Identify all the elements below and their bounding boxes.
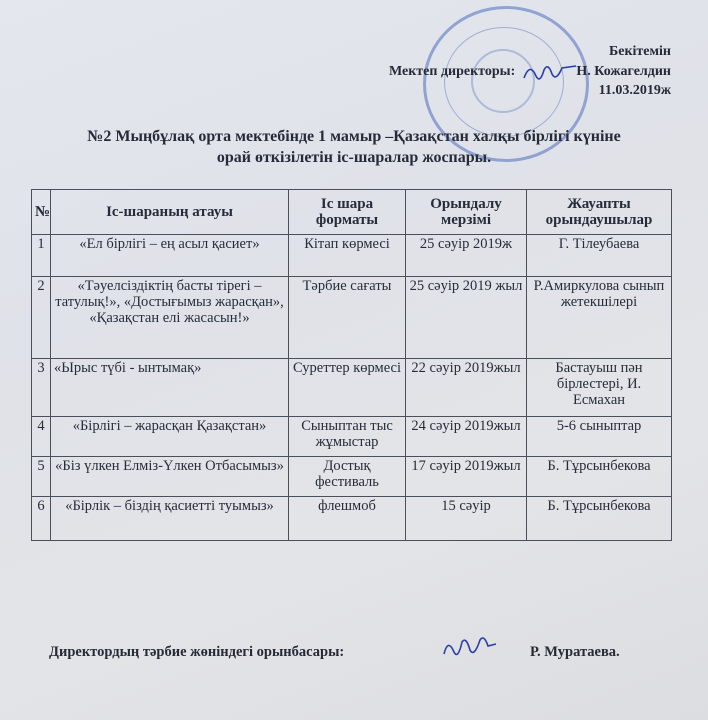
row-format: Суреттер көрмесі <box>289 359 406 417</box>
row-format: Достық фестиваль <box>289 457 406 497</box>
events-table <box>31 189 672 541</box>
table-row <box>32 417 672 457</box>
row-deadline: 15 сәуір <box>406 497 527 541</box>
row-event-name: «Бірлігі – жарасқан Қазақстан» <box>51 417 289 457</box>
header-responsible: Жауапты орындаушылар <box>527 190 672 235</box>
row-responsible: Бастауыш пән бірлестері, И. Есмахан <box>527 359 672 417</box>
director-position: Мектеп директоры: <box>389 64 516 79</box>
page-title-line2: орай өткізілетін іс-шаралар жоспары. <box>216 149 492 166</box>
table-row <box>32 359 672 417</box>
row-event-name: «Ел бірлігі – ең асыл қасиет» <box>51 235 289 277</box>
row-responsible: 5-6 сыныптар <box>527 417 672 457</box>
row-responsible: Р.Амиркулова сынып жетекшілері <box>527 277 672 359</box>
row-event-name: «Біз үлкен Елміз-Үлкен Отбасымыз» <box>51 457 289 497</box>
header-event-name: Іс-шараның атауы <box>51 190 289 235</box>
row-responsible: Б. Тұрсынбекова <box>527 457 672 497</box>
table-row <box>32 457 672 497</box>
table-header-row <box>32 190 672 235</box>
row-event-name: «Ырыс түбі - ынтымақ» <box>51 359 289 417</box>
row-format: Кітап көрмесі <box>289 235 406 277</box>
row-format: Тәрбие сағаты <box>289 277 406 359</box>
deputy-name: Р. Муратаева. <box>530 644 620 660</box>
header-number: № <box>32 190 51 235</box>
row-number: 2 <box>32 277 51 359</box>
row-deadline: 25 сәуір 2019ж <box>406 235 527 277</box>
table-row <box>32 497 672 541</box>
header-format: Іс шара форматы <box>289 190 406 235</box>
row-event-name: «Тәуелсіздіктің басты тірегі – татулық!», «Достығымыз жарасқан», «Қазақстан елі жасасын!» <box>51 277 289 359</box>
table-row <box>32 277 672 359</box>
row-number: 5 <box>32 457 51 497</box>
row-event-name: «Бірлік – біздің қасиетті туымыз» <box>51 497 289 541</box>
approve-word: Бекітемін <box>608 44 671 59</box>
row-number: 3 <box>32 359 51 417</box>
director-name: Н. Кожагелдин <box>576 64 671 79</box>
row-number: 6 <box>32 497 51 541</box>
table-row <box>32 235 672 277</box>
row-deadline: 17 сәуір 2019жыл <box>406 457 527 497</box>
row-deadline: 24 сәуір 2019жыл <box>406 417 527 457</box>
deputy-position: Директордың тәрбие жөніндегі орынбасары: <box>49 644 345 660</box>
row-number: 1 <box>32 235 51 277</box>
row-responsible: Г. Тілеубаева <box>527 235 672 277</box>
row-format: Сыныптан тыс жұмыстар <box>289 417 406 457</box>
row-deadline: 25 сәуір 2019 жыл <box>406 277 527 359</box>
row-number: 4 <box>32 417 51 457</box>
page-title-line1: №2 Мыңбұлақ орта мектебінде 1 мамыр –Қазақстан халқы бірлігі күніне <box>87 128 621 145</box>
row-deadline: 22 сәуір 2019жыл <box>406 359 527 417</box>
row-format: флешмоб <box>289 497 406 541</box>
header-deadline: Орындалу мерзімі <box>406 190 527 235</box>
approval-date: 11.03.2019ж <box>598 83 671 98</box>
deputy-signature <box>440 632 500 664</box>
director-signature <box>520 58 580 88</box>
row-responsible: Б. Тұрсынбекова <box>527 497 672 541</box>
